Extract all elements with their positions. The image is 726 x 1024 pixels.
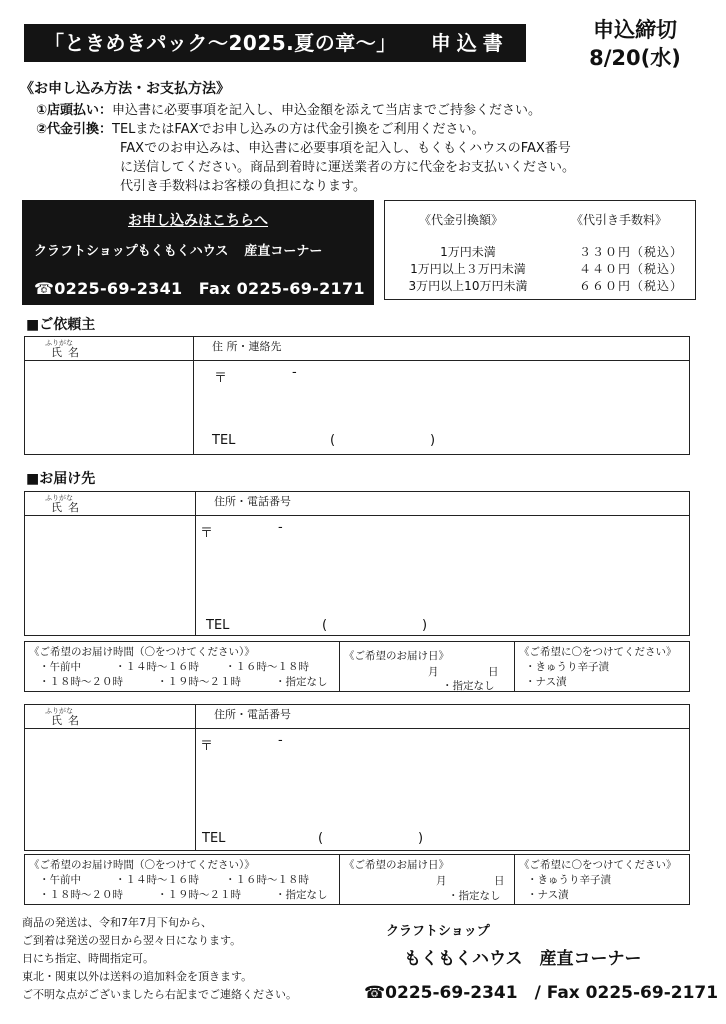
delivery-1-time-option[interactable]: ・１８時～２０時 [39,676,123,688]
delivery-1-time-cell[interactable] [25,642,340,692]
delivery-1-address-header [196,492,690,516]
delivery-2-date-none[interactable]: ・指定なし [448,890,501,902]
delivery-2-options [24,854,690,905]
requester-name-label: 氏名 [51,346,85,359]
fee-row [393,277,683,293]
delivery-2-time-cell[interactable] [25,855,340,905]
method-store-label: ①店頭払い： [36,103,113,118]
footer-phone: ☎0225-69-2341 / Fax 0225-69-2171 [364,983,719,1003]
delivery-1-address-field[interactable] [196,516,690,636]
delivery-1-date-none[interactable]: ・指定なし [442,680,495,692]
delivery-2-postal-dash: - [278,733,283,748]
fee-amount: ４４０円（税込） [578,262,683,276]
delivery-2-pickles-heading: 《ご希望に〇をつけてください》 [519,859,677,871]
deadline-label: 申込締切 [593,18,677,42]
delivery-2-tel-paren-close: ) [418,831,424,846]
method-cod-line-2: FAXでのお申込みは、申込書に必要事項を記入し、もくもくハウスのFAX番号 [120,141,571,156]
delivery-2-pickles-cell[interactable] [515,855,690,905]
method-cod-label: ②代金引換： [36,122,113,137]
fee-amount: ６６０円（税込） [578,279,683,293]
delivery-table-1 [24,491,690,636]
requester-postal-mark: 〒 [214,371,228,386]
delivery-2-tel-paren-open: ( [318,831,324,846]
delivery-1-furigana-label: ふりがな [45,494,73,502]
delivery-1-name-field[interactable] [25,516,196,636]
delivery-1-pickle-option[interactable]: ・ナス漬 [525,676,567,688]
delivery-1-name-label: 氏名 [51,501,85,514]
requester-address-header [194,337,690,361]
delivery-1-time-option[interactable]: ・指定なし [275,676,328,688]
requester-table [24,336,690,455]
delivery-2-furigana-label: ふりがな [45,707,73,715]
delivery-2-date-day: 日 [494,875,505,887]
form-title-main: 「ときめきパック～2025.夏の章～」 [44,31,397,55]
delivery-2-date-month: 月 [436,875,447,887]
footer-notes [22,914,297,1004]
delivery-2-time-option[interactable]: ・午前中 [39,874,81,886]
contact-shop-name: クラフトショップもくもくハウス [34,244,229,259]
fee-row [393,260,683,276]
delivery-2-time-option[interactable]: ・１８時～２０時 [39,889,123,901]
delivery-1-name-header [25,492,196,516]
deadline [560,16,710,72]
delivery-2-date-heading: 《ご希望のお届け日》 [344,859,449,871]
footer-note-line: ご到着は発送の翌日から翌々日になります。 [22,934,242,947]
delivery-1-postal-dash: - [278,520,283,535]
requester-postal-dash: - [292,365,297,380]
delivery-2-name-header [25,705,196,729]
fee-range: 3万円以上10万円未満 [408,279,528,293]
contact-heading: お申し込みはこちらへ [128,213,268,229]
fee-table [384,200,696,300]
delivery-2-address-label: 住所・電話番号 [214,708,291,721]
delivery-2-name-field[interactable] [25,729,196,851]
delivery-1-tel-paren-open: ( [322,618,328,633]
delivery-1-date-heading: 《ご希望のお届け日》 [344,650,449,662]
fee-header-fee: 《代引き手数料》 [571,213,668,227]
delivery-section-title: ■お届け先 [26,471,96,487]
method-cod-line-4: 代引き手数料はお客様の負担になります。 [120,179,366,194]
method-store [36,101,541,120]
delivery-2-name-label: 氏名 [51,714,85,727]
delivery-2-postal-mark: 〒 [200,739,214,754]
requester-tel-label: TEL [212,433,236,448]
requester-name-field[interactable] [25,361,194,455]
requester-tel-paren-close: ) [430,433,436,448]
delivery-1-postal-mark: 〒 [200,526,214,541]
fee-range: 1万円未満 [440,245,496,259]
requester-furigana-label: ふりがな [45,339,73,347]
requester-address-field[interactable] [194,361,690,455]
delivery-2-address-field[interactable] [196,729,690,851]
delivery-1-time-option[interactable]: ・午前中 [39,661,81,673]
delivery-1-time-heading: 《ご希望のお届け時間（〇をつけてください）》 [29,646,255,658]
requester-address-label: 住 所・連絡先 [212,340,282,353]
requester-section-title: ■ご依頼主 [26,317,96,333]
fee-amount: ３３０円（税込） [578,245,683,259]
footer-shop-name: もくもくハウス 産直コーナー [404,949,642,969]
fee-range: 1万円以上３万円未満 [410,262,526,276]
fee-row [393,243,683,259]
delivery-1-tel-label: TEL [206,618,230,633]
method-cod-line-1: TELまたはFAXでお申し込みの方は代金引換をご利用ください。 [112,122,485,137]
delivery-2-time-option[interactable]: ・指定なし [275,889,328,901]
footer-note-line: 商品の発送は、令和7年7月下旬から、 [22,916,212,929]
contact-corner: 産直コーナー [244,244,323,259]
delivery-2-time-heading: 《ご希望のお届け時間（〇をつけてください）》 [29,859,255,871]
delivery-2-address-header [196,705,690,729]
delivery-1-tel-paren-close: ) [422,618,428,633]
delivery-1-date-month: 月 [428,666,439,678]
method-cod-line-3: に送信してください。商品到着時に運送業者の方に代金をお支払いください。 [120,160,576,175]
footer-shop-small: クラフトショップ [386,924,490,939]
delivery-1-pickle-option[interactable]: ・きゅうり辛子漬 [525,661,609,673]
delivery-table-2 [24,704,690,851]
delivery-2-tel-label: TEL [202,831,226,846]
form-title [24,24,526,62]
delivery-2-time-option[interactable]: ・１４時～１６時 [115,874,199,886]
delivery-1-address-label: 住所・電話番号 [214,495,291,508]
delivery-1-pickles-cell[interactable] [515,642,690,692]
footer-note-line: 日にち指定、時間指定可。 [22,952,154,965]
delivery-2-pickle-option[interactable]: ・ナス漬 [527,889,569,901]
requester-tel-paren-open: ( [330,433,336,448]
delivery-1-time-option[interactable]: ・１９時～２１時 [157,676,241,688]
method-cod [36,120,485,139]
form-title-kind: 申込書 [430,31,509,55]
footer-note-line: ご不明な点がございましたら右記までご連絡ください。 [22,988,297,1001]
delivery-1-time-option[interactable]: ・１４時～１６時 [115,661,199,673]
fee-header-amount: 《代金引換額》 [419,213,504,227]
deadline-date: 8/20(水) [589,46,681,70]
delivery-1-date-day: 日 [488,666,499,678]
method-store-text: 申込書に必要事項を記入し、申込金額を添えて当店までご持参ください。 [112,103,542,118]
method-heading: 《お申し込み方法・お支払方法》 [20,81,230,97]
delivery-1-date-cell[interactable] [340,642,515,692]
delivery-1-options [24,641,690,692]
delivery-2-time-option[interactable]: ・１９時～２１時 [157,889,241,901]
contact-shop [34,240,322,259]
delivery-1-time-option[interactable]: ・１６時～１８時 [225,661,309,673]
requester-name-header [25,337,194,361]
footer-note-line: 東北・関東以外は送料の追加料金を頂きます。 [22,970,253,983]
delivery-1-pickles-heading: 《ご希望に〇をつけてください》 [519,646,677,658]
contact-box [22,200,374,305]
delivery-2-time-option[interactable]: ・１６時～１８時 [225,874,309,886]
delivery-2-pickle-option[interactable]: ・きゅうり辛子漬 [527,874,611,886]
contact-phone: ☎0225-69-2341 Fax 0225-69-2171 [34,279,365,298]
delivery-2-date-cell[interactable] [340,855,515,905]
